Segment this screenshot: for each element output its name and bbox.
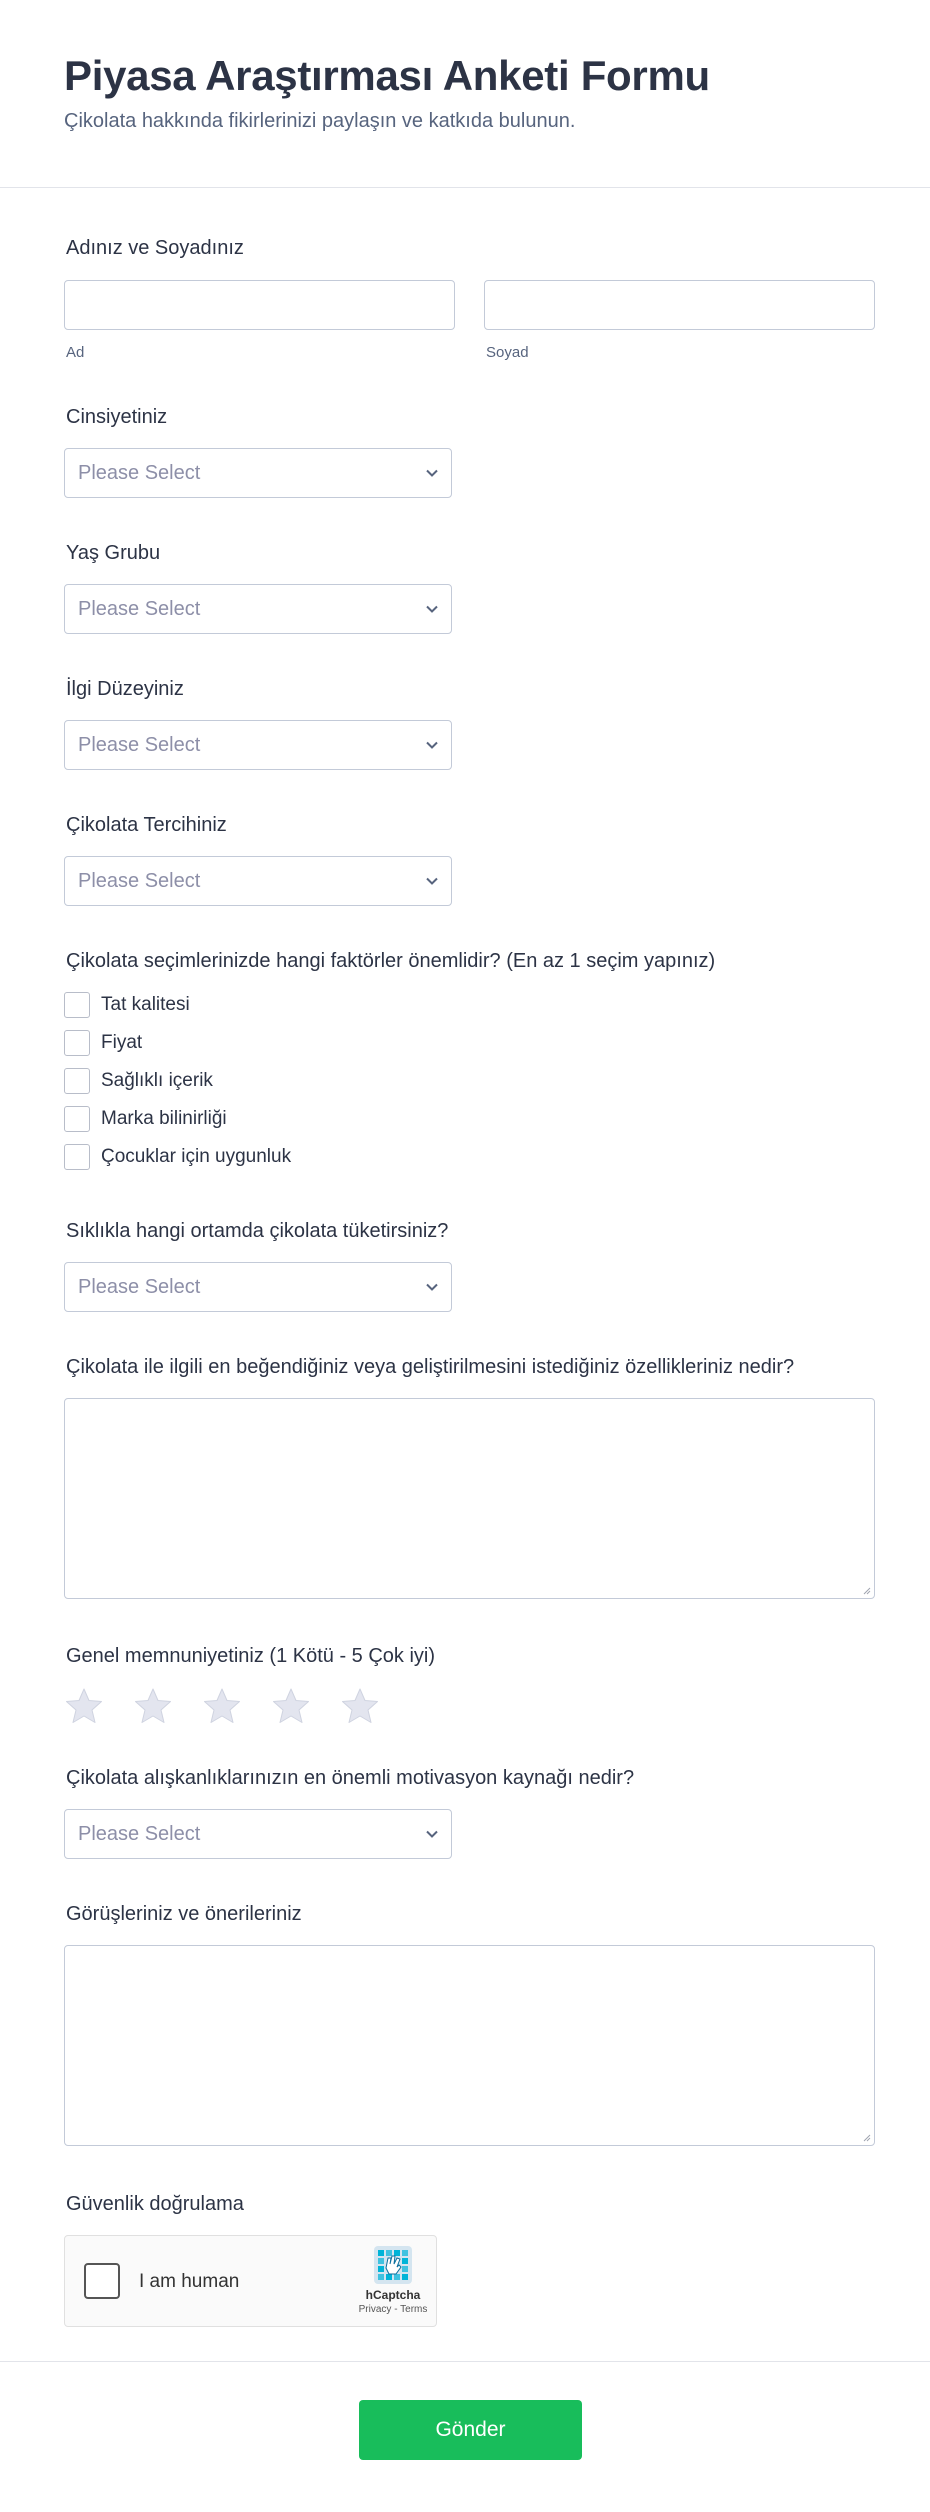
rating-star-icon[interactable] <box>340 1686 380 1726</box>
interest-level-select[interactable] <box>64 720 452 770</box>
interest-level-select-value: Please Select <box>78 734 201 756</box>
chocolate-preference-label: Çikolata Tercihiniz <box>66 814 227 836</box>
gender-select-value: Please Select <box>78 462 201 484</box>
age-group-select-value: Please Select <box>78 598 201 620</box>
rating-label: Genel memnuniyetiniz (1 Kötü - 5 Çok iyi) <box>66 1645 436 1667</box>
factor-checkbox[interactable] <box>64 1068 90 1094</box>
rating-star-icon[interactable] <box>202 1686 242 1726</box>
chevron-down-icon <box>425 1280 439 1294</box>
rating-star-icon[interactable] <box>271 1686 311 1726</box>
chevron-down-icon <box>425 602 439 616</box>
rating-star-icon[interactable] <box>64 1686 104 1726</box>
motivation-select[interactable] <box>64 1809 452 1859</box>
form-subtitle: Çikolata hakkında fikirlerinizi paylaşın ve katkıda bulunun. <box>64 110 576 132</box>
first-name-sublabel: Ad <box>66 344 85 361</box>
chevron-down-icon <box>425 466 439 480</box>
chocolate-preference-select[interactable] <box>64 856 452 906</box>
interest-level-label: İlgi Düzeyiniz <box>66 678 184 700</box>
captcha-checkbox-label: I am human <box>139 2271 240 2292</box>
features-label: Çikolata ile ilgili en beğendiğiniz veya geliştirilmesini istediğiniz özellikleriniz nedir? <box>66 1356 795 1378</box>
rating-star-icon[interactable] <box>133 1686 173 1726</box>
consumption-setting-select-value: Please Select <box>78 1276 201 1298</box>
consumption-setting-select[interactable] <box>64 1262 452 1312</box>
age-group-select[interactable] <box>64 584 452 634</box>
factor-checkbox[interactable] <box>64 992 90 1018</box>
hcaptcha-links[interactable]: Privacy - Terms <box>358 2304 428 2315</box>
last-name-input[interactable] <box>484 280 875 330</box>
motivation-label: Çikolata alışkanlıklarınızın en önemli motivasyon kaynağı nedir? <box>66 1767 635 1789</box>
hcaptcha-logo-icon <box>372 2244 414 2286</box>
factor-option-label: Tat kalitesi <box>101 994 190 1015</box>
form-header <box>0 0 930 188</box>
consumption-setting-label: Sıklıkla hangi ortamda çikolata tüketirsiniz? <box>66 1220 449 1242</box>
name-label: Adınız ve Soyadınız <box>66 237 244 259</box>
factor-option-label: Çocuklar için uygunluk <box>101 1146 292 1167</box>
submit-button[interactable]: Gönder <box>359 2400 582 2460</box>
motivation-select-value: Please Select <box>78 1823 201 1845</box>
resize-grip-icon[interactable] <box>861 2132 871 2142</box>
comments-textarea[interactable] <box>64 1945 875 2146</box>
captcha-label: Güvenlik doğrulama <box>66 2193 244 2215</box>
age-group-label: Yaş Grubu <box>66 542 161 564</box>
features-textarea[interactable] <box>64 1398 875 1599</box>
last-name-sublabel: Soyad <box>486 344 529 361</box>
comments-label: Görüşleriniz ve önerileriniz <box>66 1903 302 1925</box>
factor-checkbox[interactable] <box>64 1144 90 1170</box>
chevron-down-icon <box>425 874 439 888</box>
captcha-checkbox[interactable] <box>84 2263 120 2299</box>
factor-option-label: Sağlıklı içerik <box>101 1070 213 1091</box>
factor-option-label: Marka bilinirliği <box>101 1108 227 1129</box>
hcaptcha-brand: hCaptcha <box>365 2288 421 2302</box>
chocolate-preference-select-value: Please Select <box>78 870 201 892</box>
hcaptcha-widget <box>64 2235 437 2327</box>
first-name-input[interactable] <box>64 280 455 330</box>
form-title: Piyasa Araştırması Anketi Formu <box>64 52 710 99</box>
factor-checkbox[interactable] <box>64 1030 90 1056</box>
factor-checkbox[interactable] <box>64 1106 90 1132</box>
factor-option-label: Fiyat <box>101 1032 143 1053</box>
resize-grip-icon[interactable] <box>861 1585 871 1595</box>
chevron-down-icon <box>425 738 439 752</box>
gender-select[interactable] <box>64 448 452 498</box>
factors-label: Çikolata seçimlerinizde hangi faktörler önemlidir? (En az 1 seçim yapınız) <box>66 950 716 972</box>
gender-label: Cinsiyetiniz <box>66 406 168 428</box>
chevron-down-icon <box>425 1827 439 1841</box>
